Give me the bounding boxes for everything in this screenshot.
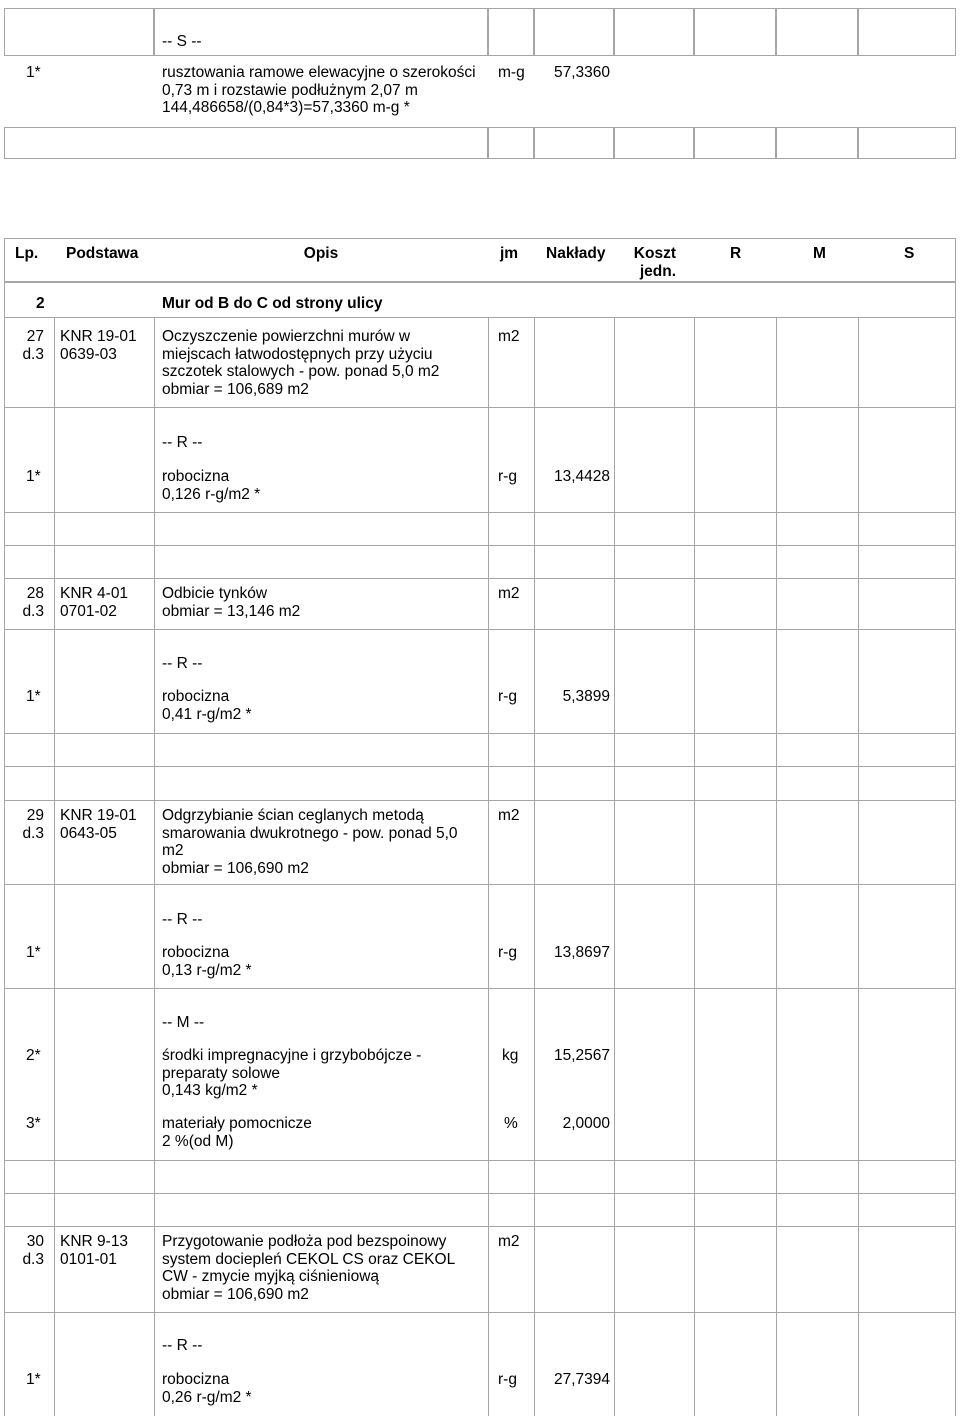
resource-unit: r-g — [498, 1371, 517, 1388]
section-marker: -- S -- — [162, 33, 202, 50]
table-cell — [694, 127, 776, 159]
table-cell — [776, 127, 858, 159]
resource-unit: r-g — [498, 688, 517, 705]
table-cell — [858, 8, 956, 56]
header-s: S — [904, 245, 915, 262]
header-r: R — [730, 245, 742, 262]
resource-group-marker: -- R -- — [162, 911, 203, 928]
section-row — [4, 282, 956, 318]
position-number: 27 d.3 — [22, 328, 44, 363]
resource-lp: 1* — [26, 688, 41, 705]
position-description: Odgrzybianie ścian ceglanych metodą smarowania dwukrotnego - pow. ponad 5,0 m2 obmiar = 106,690 m2 — [162, 807, 458, 877]
resource-unit: m-g — [498, 64, 525, 81]
material-value: 15,2567 — [553, 1047, 610, 1064]
resource-description: robocizna 0,126 r-g/m2 * — [162, 468, 261, 503]
header-lp: Lp. — [15, 245, 39, 262]
table-cell — [488, 127, 534, 159]
resource-lp: 1* — [26, 468, 41, 485]
resource-unit: r-g — [498, 468, 517, 485]
table-cell — [534, 8, 614, 56]
resource-lp: 1* — [26, 64, 41, 81]
table-cell — [488, 8, 534, 56]
header-naklady: Nakłady — [546, 245, 606, 262]
resource-group-marker: -- R -- — [162, 655, 203, 672]
resource-group-marker: -- R -- — [162, 1337, 203, 1354]
material-unit: % — [504, 1115, 518, 1132]
table-cell — [4, 8, 154, 56]
position-description: Przygotowanie podłoża pod bezspoinowy system dociepleń CEKOL CS oraz CEKOL CW - zmycie myjką ciśnieniową obmiar = 106,690 m2 — [162, 1233, 456, 1303]
material-lp: 3* — [26, 1115, 41, 1132]
table-cell — [154, 8, 488, 56]
position-description: Oczyszczenie powierzchni murów w miejscach łatwodostępnych przy użyciu szczotek stalowych - pow. ponad 5,0 m2 obmiar = 106,689 m2 — [162, 328, 440, 398]
resource-value: 5,3899 — [562, 688, 610, 705]
table-cell — [776, 8, 858, 56]
resource-value: 27,7394 — [553, 1371, 610, 1388]
table-cell — [4, 127, 488, 159]
position-number: 28 d.3 — [22, 585, 44, 620]
position-number: 29 d.3 — [22, 807, 44, 842]
material-lp: 2* — [26, 1047, 41, 1064]
header-koszt: Koszt jedn. — [633, 245, 676, 280]
table-cell — [614, 127, 694, 159]
resource-value: 57,3360 — [553, 64, 610, 81]
position-basis: KNR 19-01 0639-03 — [60, 328, 137, 363]
position-unit: m2 — [498, 807, 520, 824]
resource-description: robocizna 0,26 r-g/m2 * — [162, 1371, 252, 1406]
position-unit: m2 — [498, 1233, 520, 1250]
header-jm: jm — [500, 245, 519, 262]
resource-lp: 1* — [26, 1371, 41, 1388]
resource-description: rusztowania ramowe elewacyjne o szerokości 0,73 m i rozstawie podłużnym 2,07 m 144,486658/(0,84*3)=57,3360 m-g * — [162, 64, 476, 116]
position-unit: m2 — [498, 328, 520, 345]
section-title: Mur od B do C od strony ulicy — [162, 295, 383, 312]
material-description: materiały pomocnicze 2 %(od M) — [162, 1115, 312, 1150]
header-m: M — [813, 245, 826, 262]
resource-description: robocizna 0,41 r-g/m2 * — [162, 688, 252, 723]
resource-lp: 1* — [26, 944, 41, 961]
resource-unit: r-g — [498, 944, 517, 961]
position-basis: KNR 4-01 0701-02 — [60, 585, 129, 620]
material-group-marker: -- M -- — [162, 1014, 205, 1031]
position-basis: KNR 19-01 0643-05 — [60, 807, 137, 842]
position-description: Odbicie tynków obmiar = 13,146 m2 — [162, 585, 301, 620]
table-cell — [614, 8, 694, 56]
header-podstawa: Podstawa — [66, 245, 139, 262]
position-unit: m2 — [498, 585, 520, 602]
resource-value: 13,8697 — [553, 944, 610, 961]
resource-description: robocizna 0,13 r-g/m2 * — [162, 944, 252, 979]
resource-value: 13,4428 — [553, 468, 610, 485]
section-number: 2 — [36, 295, 45, 312]
table-cell — [694, 8, 776, 56]
material-unit: kg — [502, 1047, 519, 1064]
header-opis: Opis — [303, 245, 339, 262]
position-number: 30 d.3 — [22, 1233, 44, 1268]
material-value: 2,0000 — [562, 1115, 610, 1132]
resource-group-marker: -- R -- — [162, 434, 203, 451]
table-cell — [534, 127, 614, 159]
table-cell — [858, 127, 956, 159]
position-basis: KNR 9-13 0101-01 — [60, 1233, 129, 1268]
material-description: środki impregnacyjne i grzybobójcze - preparaty solowe 0,143 kg/m2 * — [162, 1047, 422, 1099]
